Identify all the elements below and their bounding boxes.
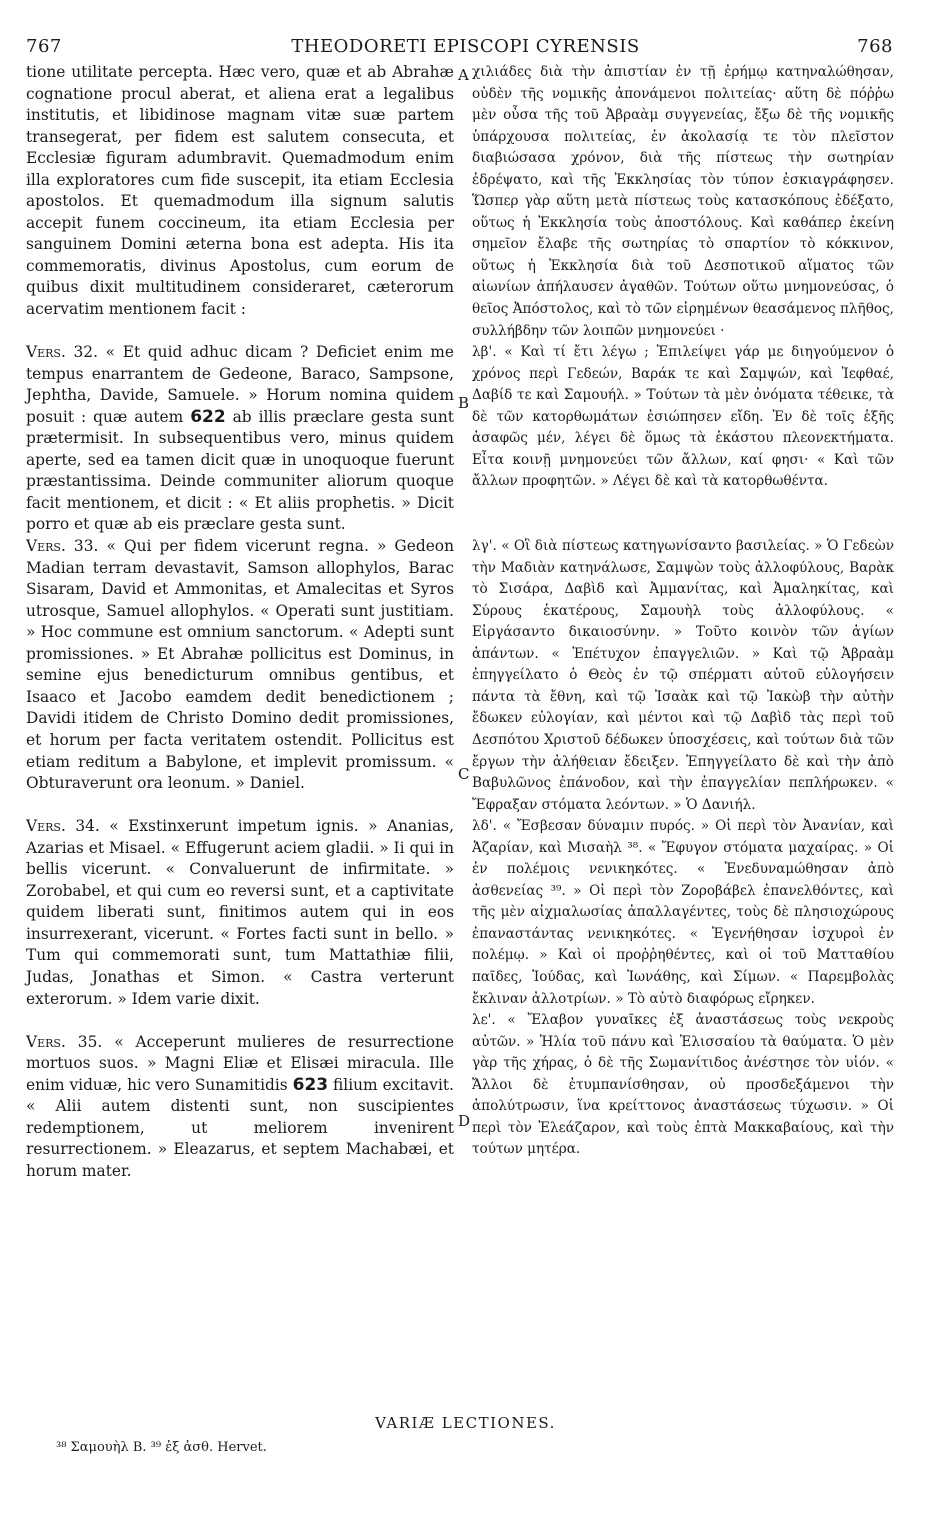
verse-text: « Et quid adhuc dicam ? Deficiet enim me tempus enarrantem de Gedeone, Baraco, Sampsone, Jephtha, Davide, Samuele. » Horum nomina quidem posuit : quæ autem: [26, 343, 454, 426]
section-marker-d: D: [458, 1112, 471, 1130]
variae-lectiones-heading: VARIÆ LECTIONES.: [375, 1414, 556, 1432]
running-title: THEODORETI EPISCOPI CYRENSIS: [291, 36, 640, 57]
verse-text: filium excitavit. « Alii autem distenti sunt, non suscipientes redemptionem, ut meliorem invenirent resurrectionem. » Eleazarus, et septem Machabæi, et horum mater.: [26, 1075, 454, 1180]
column-number-622: 622: [190, 406, 226, 427]
verse-text: « Qui per fidem vicerunt regna. » Gedeon Madian terram devastavit, Samson allophylos, Barac Sisaram, David et Ammonitas, et Amalecitas et Syros utrosque, Samuel allophylos. « Operati sunt justitiam. » Hoc commune est omnium sanctorum. « Adepti sunt promissiones. » Et Abrahæ pollicitus est Dominus, in semine ejus benedicturum omnibus gentibus, et Isaaco et Jacobo eamdem dedit benedictionem ; Davidi itidem de Christo Domino dedit promissiones, et horum per facta veritatem ostendit. Pollicitus est etiam reditum a Babylone, et implevit promissum. « Obturaverunt ora leonum. » Daniel.: [26, 537, 454, 793]
section-marker-b: B: [458, 394, 470, 412]
greek-paragraph: χιλιάδες διὰ τὴν ἀπιστίαν ἐν τῇ ἐρήμῳ κατηναλώθησαν, οὐδὲν τῆς νομικῆς ἀπονάμενοι πολιτείας· αὕτη δὲ πόῤῥω μὲν οὖσα τῆς τοῦ Ἀβραὰμ συγγενείας, ἔξω δὲ τῆς νομικῆς ὑπάρχουσα πολιτείας, ἐν ἀκολασίᾳ τε τὸν πλεῖστον διαβιώσασα χρόνον, διὰ τῆς πίστεως τὴν σωτηρίαν ἐδρέψατο, καὶ τῆς Ἐκκλησίας τὸν τύπον ἐσκιαγράφησεν. Ὥσπερ γὰρ αὕτη μετὰ πίστεως τοὺς κατασκόπους ἐδέξατο, οὕτως ἡ Ἐκκλησία τοὺς ἀποστόλους. Καὶ καθάπερ ἐκείνη σημεῖον ἔλαβε τῆς σωτηρίας τὸ σπαρτίον τὸ κόκκινον, οὕτως ἡ Ἐκκλησία διὰ τοῦ Δεσποτικοῦ αἵματος τῶν αἰωνίων ἀπήλαυσεν ἀγαθῶν. Τούτων οὕτω μνημονεύσας, ὁ θεῖος Ἀπόστολος, καὶ τὸ τῶν εἰρημένων θεασάμενος πλῆθος, συλλήβδην τῶν λοιπῶν μνημονεύει ·: [472, 64, 894, 339]
latin-verse-35: [26, 1032, 454, 1183]
verse-text: « Exstinxerunt impetum ignis. » Ananias, Azarias et Misael. « Effugerunt aciem gladii. » Ii qui in bellis vicerunt. « Convaluerunt de infirmitate. » Zorobabel, et qui cum eo reversi sunt, et a captivitate quidem liberati sunt, finitimos autem qui in eos insurrexerant, vicerunt. « Fortes facti sunt in bello. » Tum qui commemorati sunt, tum Mattathiæ filii, Judas, Jonathas et Simon. « Castra verterunt exterorum. » Idem varie dixit.: [26, 817, 454, 1008]
greek-verse-33: λγ'. « Οἳ διὰ πίστεως κατηγωνίσαντο βασιλείας. » Ὁ Γεδεὼν τὴν Μαδιὰν κατηνάλωσε, Σαμψὼν τοὺς ἀλλοφύλους, Βαρὰκ τὸ Σισάρα, Δαβὶδ καὶ Ἀμμανίτας, καὶ Ἀμαληκίτας, καὶ Σύρους ἑκατέρους, Σαμουὴλ τοὺς ἀλλοφύλους. « Εἰργάσαντο δικαιοσύνην. » Τοῦτο κοινὸν τῶν ἁγίων ἁπάντων. « Ἐπέτυχον ἐπαγγελιῶν. » Καὶ τῷ Ἀβραὰμ ἐπηγγείλατο ὁ Θεὸς ἐν τῷ σπέρματι αὐτοῦ εὐλογήσειν πάντα τὰ ἔθνη, καὶ τῷ Ἰσαὰκ καὶ τῷ Ἰακὼβ τὴν αὐτὴν ἔδωκεν εὐλογίαν, καὶ μέντοι καὶ τῷ Δαβὶδ τὰς περὶ τοῦ Δεσπότου Χριστοῦ δέδωκεν ὑποσχέσεις, καὶ τούτων διὰ τῶν ἔργων τὴν ἀλήθειαν ἔδειξεν. Ἐπηγγείλατο δὲ καὶ τὴν ἀπὸ Βαβυλῶνος ἐπάνοδον, καὶ τὴν ἐπαγγελίαν πεπλήρωκεν. « Ἔφραξαν στόματα λεόντων. » Ὁ Δανιήλ.: [472, 538, 894, 813]
page-header: [0, 36, 931, 62]
variae-lectiones-notes: ³⁸ Σαμουὴλ B. ³⁹ ἐξ ἀσθ. Hervet.: [56, 1440, 267, 1455]
verse-text: « Acceperunt mulieres de resurrectione mortuos suos. » Magni Eliæ et Elisæi miracula. Ille enim viduæ, hic vero Sunamitidis: [26, 1032, 454, 1094]
greek-verse-34: λδ'. « Ἔσβεσαν δύναμιν πυρός. » Οἱ περὶ τὸν Ἀνανίαν, καὶ Ἀζαρίαν, καὶ Μισαὴλ ³⁸. « Ἔφυγον στόματα μαχαίρας. » Οἱ ἐν πολέμοις νενικηκότες. « Ἐνεδυναμώθησαν ἀπὸ ἀσθενείας ³⁹. » Οἱ περὶ τὸν Ζοροβάβελ ἐπανελθόντες, καὶ τῆς μὲν αἰχμαλωσίας ἀπαλλαγέντες, τοὺς δὲ πλησιοχώρους ἐπαναστάντας νενικηκότες. « Ἐγενήθησαν ἰσχυροὶ ἐν πολέμῳ. » Καὶ οἱ προῤῥηθέντες, καὶ οἱ τοῦ Ματταθίου παῖδες, Ἰούδας, καὶ Ἰωνάθης, καὶ Σίμων. « Παρεμβολὰς ἔκλιναν ἀλλοτρίων. » Τὸ αὐτὸ διαφόρως εἴρηκεν.: [472, 818, 894, 1007]
verse-text: ab illis præclare gesta sunt prætermisit. In subsequentibus vero, minus quidem aperte, sed ea tamen dicit quæ in unoquoque fuerunt præstantissima. Deinde communiter aliorum quoque facit mentionem, et dicit : « Et aliis prophetis. » Dicit porro et quæ ab eis præclare gesta sunt.: [26, 407, 454, 534]
page-number-right: 768: [857, 36, 893, 57]
greek-verse-32: λβ'. « Καὶ τί ἔτι λέγω ; Ἐπιλείψει γάρ με διηγούμενον ὁ χρόνος περὶ Γεδεών, Βαράκ τε καὶ Σαμψών, καὶ Ἰεφθαέ, Δαβίδ τε καὶ Σαμουήλ. » Τούτων τὰ μὲν ὀνόματα τέθεικε, τὰ δὲ τῶν κατορθωμάτων ἐσιώπησεν εἴδη. Ἐν δὲ τοῖς ἑξῆς ἀσαφῶς μέν, λέγει δὲ ὅμως τὰ ἑκάστου πλεονεκτήματα. Εἶτα κοινῇ μνημονεύει τῶν ἄλλων, καί φησι· « Καὶ τῶν ἄλλων προφητῶν. » Λέγει δὲ καὶ τὰ κατορθωθέντα.: [472, 344, 894, 490]
section-marker-a: A: [458, 66, 469, 84]
latin-verse-33: [26, 536, 454, 795]
column-number-623: 623: [292, 1074, 329, 1095]
verse-label: Vers. 33.: [26, 537, 99, 556]
latin-column: [26, 62, 454, 1182]
verse-label: Vers. 34.: [26, 817, 100, 836]
greek-verse-35: λε'. « Ἔλαβον γυναῖκες ἐξ ἀναστάσεως τοὺς νεκροὺς αὐτῶν. » Ἠλία τοῦ πάνυ καὶ Ἐλισσαίου τὰ θαύματα. Ὁ μὲν γὰρ τῆς χήρας, ὁ δὲ τῆς Σωμανίτιδος ἀνέστησε τὸν υἱόν. « Ἄλλοι δὲ ἐτυμπανίσθησαν, οὐ προσδεξάμενοι τὴν ἀπολύτρωσιν, ἵνα κρείττονος ἀναστάσεως τύχωσιν. » Οἱ περὶ τὸν Ἐλεάζαρον, καὶ τοὺς ἑπτὰ Μακκαβαίους, καὶ τὴν τούτων μητέρα.: [472, 1012, 894, 1158]
latin-verse-34: [26, 816, 454, 1010]
latin-paragraph: tione utilitate percepta. Hæc vero, quæ et ab Abrahæ cognatione procul aberat, et aliena erat a legalibus institutis, et libidinose magnam vitæ suæ partem transegerat, per fidem est salutem consecuta, et Ecclesiæ figuram adumbravit. Quemadmodum enim illa exploratores cum fide suscepit, ita etiam Ecclesia apostolos. Et quemadmodum illa signum salutis accepit funem coccineum, ita etiam Ecclesia per sanguinem Domini æterna bona est adepta. His ita commemoratis, divinus Apostolus, cum eorum de quibus dixit multitudinem consideraret, cæterorum acervatim mentionem facit :: [26, 63, 454, 319]
page-number-left: 767: [26, 36, 62, 57]
latin-verse-32: [26, 342, 454, 536]
verse-label: Vers. 35.: [26, 1032, 103, 1051]
verse-label: Vers. 32.: [26, 343, 98, 362]
section-marker-c: C: [458, 765, 470, 783]
greek-column: [472, 62, 894, 1161]
